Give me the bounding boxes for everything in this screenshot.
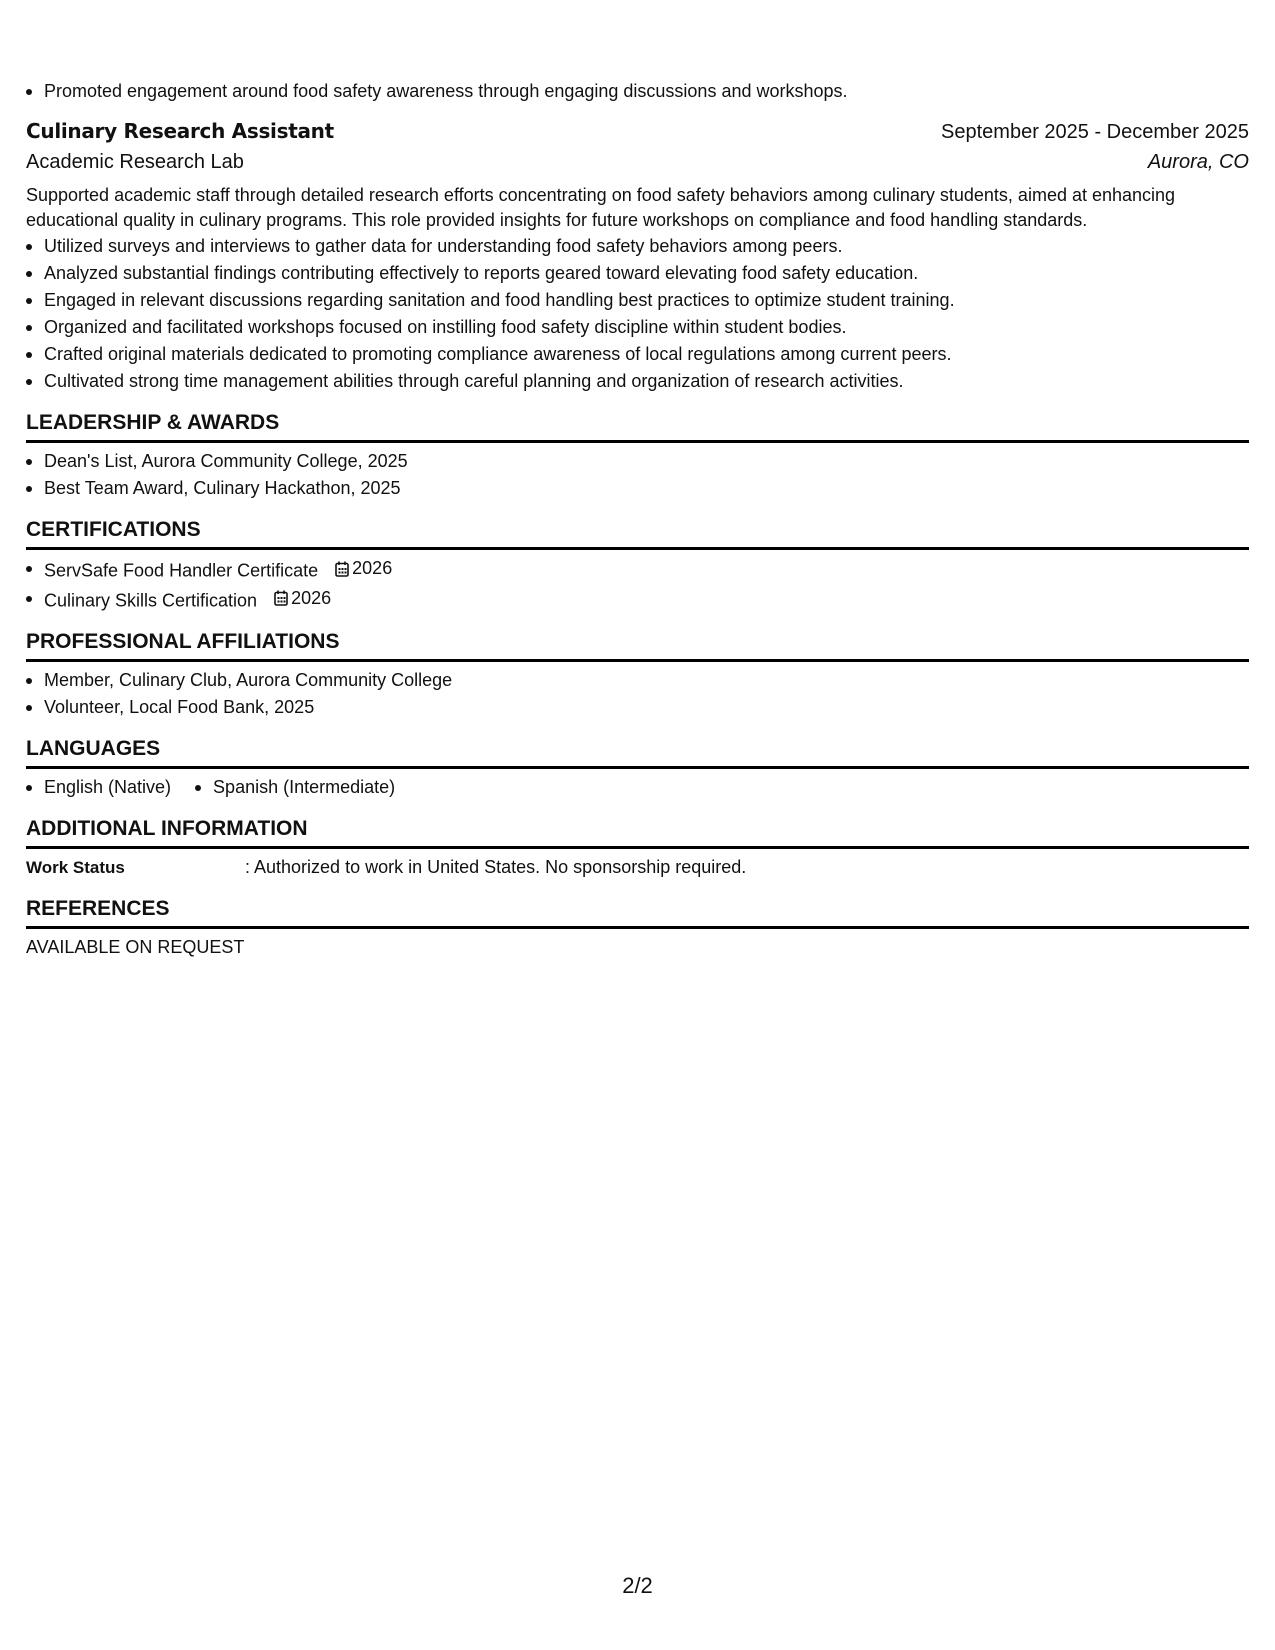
languages-section	[26, 735, 1249, 801]
list-item: Crafted original materials dedicated to promoting compliance awareness of local regulations among current peers.	[26, 341, 1249, 368]
list-item: Best Team Award, Culinary Hackathon, 2025	[26, 475, 1249, 502]
list-item: Engaged in relevant discussions regarding sanitation and food handling best practices to optimize student training.	[26, 287, 1249, 314]
certification-date	[274, 585, 331, 612]
section-title: PROFESSIONAL AFFILIATIONS	[26, 628, 1249, 662]
list-item: Promoted engagement around food safety awareness through engaging discussions and workshops.	[26, 78, 1249, 105]
list-item: Analyzed substantial findings contributing effectively to reports geared toward elevating food safety education.	[26, 260, 1249, 287]
work-status-label: Work Status	[26, 858, 125, 877]
language-item: Spanish (Intermediate)	[195, 774, 395, 801]
calendar-icon	[335, 561, 349, 577]
section-title: LANGUAGES	[26, 735, 1249, 769]
list-item: Utilized surveys and interviews to gather data for understanding food safety behaviors among peers.	[26, 233, 1249, 260]
language-item: English (Native)	[26, 774, 171, 801]
list-item: Volunteer, Local Food Bank, 2025	[26, 694, 1249, 721]
certifications-list	[26, 555, 1249, 614]
additional-info-section	[26, 815, 1249, 881]
leadership-section	[26, 409, 1249, 502]
affiliations-list	[26, 667, 1249, 721]
job-organization: Academic Research Lab	[26, 151, 244, 173]
list-item: Dean's List, Aurora Community College, 2025	[26, 448, 1249, 475]
page-number: 2/2	[622, 1573, 653, 1598]
job-bullets	[26, 233, 1249, 395]
resume-page	[26, 78, 1249, 961]
certification-date	[335, 555, 392, 582]
affiliations-section	[26, 628, 1249, 721]
job-subheader	[26, 147, 1249, 177]
certification-item	[26, 555, 1249, 585]
references-text: AVAILABLE ON REQUEST	[26, 937, 245, 957]
certification-year: 2026	[352, 558, 393, 578]
section-title: ADDITIONAL INFORMATION	[26, 815, 1249, 849]
certification-year: 2026	[291, 587, 332, 608]
certification-name: ServSafe Food Handler Certificate	[44, 560, 319, 581]
references-section	[26, 895, 1249, 961]
section-title: CERTIFICATIONS	[26, 516, 1249, 550]
job-dates: September 2025 - December 2025	[941, 121, 1249, 143]
list-item: Member, Culinary Club, Aurora Community College	[26, 667, 1249, 694]
job-entry	[26, 116, 1249, 395]
list-item: Organized and facilitated workshops focused on instilling food safety discipline within student bodies.	[26, 314, 1249, 341]
section-title: REFERENCES	[26, 895, 1249, 929]
job-header	[26, 116, 1249, 147]
section-title: LEADERSHIP & AWARDS	[26, 409, 1249, 443]
work-status-row	[26, 854, 1249, 881]
job-description: Supported academic staff through detailed research efforts concentrating on food safety behaviors among culinary students, aimed at enhancing educational quality in culinary programs. This role provided insights for future workshops on compliance and food handling standards.	[26, 185, 1176, 230]
job-title: Culinary Research Assistant	[26, 119, 334, 143]
certification-item	[26, 585, 1249, 615]
job-location: Aurora, CO	[1147, 151, 1249, 173]
previous-job-bullets	[26, 78, 1249, 105]
list-item: Cultivated strong time management abilities through careful planning and organization of research activities.	[26, 368, 1249, 395]
leadership-list	[26, 448, 1249, 502]
certifications-section	[26, 516, 1249, 614]
calendar-icon	[274, 590, 288, 606]
work-status-value: : Authorized to work in United States. No sponsorship required.	[245, 857, 747, 877]
certification-name: Culinary Skills Certification	[44, 590, 258, 610]
languages-list	[26, 774, 1249, 801]
